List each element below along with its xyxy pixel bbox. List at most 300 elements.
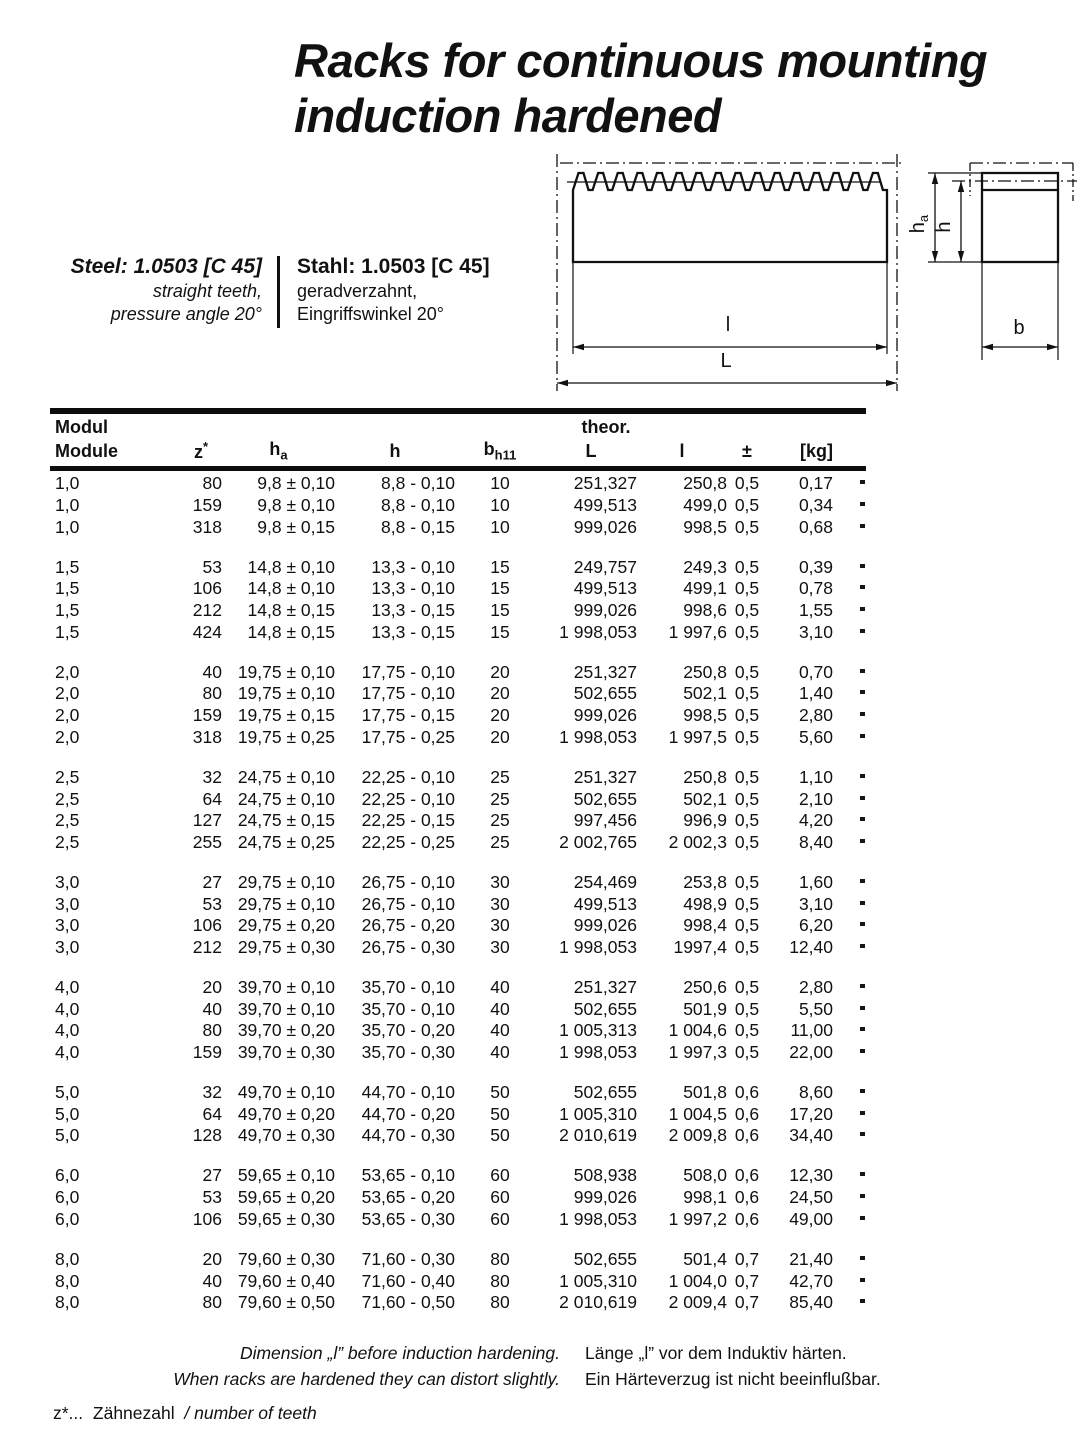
row-end-mark xyxy=(833,622,866,643)
table-rule-top xyxy=(50,408,866,414)
cell-module: 6,0 xyxy=(55,1187,80,1208)
row-end-tick-icon xyxy=(860,1172,865,1176)
cell-L: 251,327 xyxy=(573,473,637,494)
cell-l: 996,9 xyxy=(683,810,727,831)
cell-tolerance: 0,5 xyxy=(734,831,760,852)
row-end-tick-icon xyxy=(860,901,865,905)
table-row xyxy=(50,1249,866,1271)
cell-L: 1 998,053 xyxy=(559,1208,637,1229)
cell-h: 26,75 - 0,10 xyxy=(361,871,455,892)
cell-module: 8,0 xyxy=(55,1270,80,1291)
note-en xyxy=(100,1341,560,1392)
cell-tolerance: 0,5 xyxy=(734,621,760,642)
cell-h: 35,70 - 0,10 xyxy=(361,976,455,997)
cell-ha: 9,8 ± 0,15 xyxy=(257,516,335,537)
cell-z: 212 xyxy=(192,600,222,621)
cell-module: 6,0 xyxy=(55,1165,80,1186)
cell-L: 1 998,053 xyxy=(559,936,637,957)
row-end-mark xyxy=(833,1125,866,1146)
cell-z: 40 xyxy=(202,1270,222,1291)
cell-z: 106 xyxy=(192,1208,222,1229)
cell-module: 4,0 xyxy=(55,1020,80,1041)
cell-h: 44,70 - 0,20 xyxy=(361,1103,455,1124)
cell-b: 10 xyxy=(490,516,510,537)
cell-b: 25 xyxy=(490,831,510,852)
cell-ha: 14,8 ± 0,10 xyxy=(247,556,335,577)
cell-h: 53,65 - 0,20 xyxy=(361,1187,455,1208)
cell-tolerance: 0,5 xyxy=(734,976,760,997)
table-group xyxy=(50,556,866,643)
cell-h: 26,75 - 0,10 xyxy=(361,893,455,914)
cell-L: 502,655 xyxy=(573,1248,637,1269)
table-row xyxy=(50,683,866,705)
cell-kg: 1,10 xyxy=(798,766,833,787)
table-row xyxy=(50,495,866,517)
table-group xyxy=(50,977,866,1064)
cell-L: 499,513 xyxy=(573,893,637,914)
cell-l: 250,8 xyxy=(683,473,727,494)
header-module: Module xyxy=(55,440,118,461)
footnote-en: number of teeth xyxy=(194,1403,317,1423)
arrowhead-b-right xyxy=(1047,344,1058,350)
row-end-mark xyxy=(833,705,866,726)
row-end-mark xyxy=(833,1209,866,1230)
row-end-tick-icon xyxy=(860,1216,865,1220)
cell-z: 53 xyxy=(202,893,222,914)
cell-z: 255 xyxy=(192,831,222,852)
cell-kg: 5,60 xyxy=(798,726,833,747)
cell-ha: 39,70 ± 0,10 xyxy=(237,998,335,1019)
cell-h: 8,8 - 0,10 xyxy=(381,494,455,515)
table-row xyxy=(50,1082,866,1104)
cell-l: 1 997,5 xyxy=(668,726,727,747)
row-end-mark xyxy=(833,937,866,958)
cell-b: 30 xyxy=(490,871,510,892)
cell-b: 30 xyxy=(490,893,510,914)
table-row xyxy=(50,1125,866,1147)
cell-h: 26,75 - 0,30 xyxy=(361,936,455,957)
cell-L: 999,026 xyxy=(573,516,637,537)
cell-tolerance: 0,6 xyxy=(734,1208,760,1229)
note-de xyxy=(585,1341,1025,1392)
row-end-mark xyxy=(833,1249,866,1270)
cell-ha: 24,75 ± 0,10 xyxy=(237,766,335,787)
cell-kg: 24,50 xyxy=(789,1187,833,1208)
cell-h: 17,75 - 0,10 xyxy=(361,683,455,704)
cell-ha: 29,75 ± 0,10 xyxy=(237,893,335,914)
cell-ha: 39,70 ± 0,20 xyxy=(237,1020,335,1041)
cell-tolerance: 0,5 xyxy=(734,516,760,537)
cell-tolerance: 0,5 xyxy=(734,788,760,809)
cell-ha: 39,70 ± 0,30 xyxy=(237,1041,335,1062)
cell-kg: 2,80 xyxy=(798,705,833,726)
cell-kg: 34,40 xyxy=(789,1125,833,1146)
material-line2-de: Eingriffswinkel 20° xyxy=(297,304,444,324)
cell-ha: 14,8 ± 0,15 xyxy=(247,600,335,621)
row-end-mark xyxy=(833,1020,866,1041)
page-title-line1: Racks for continuous mounting xyxy=(294,34,988,87)
cell-h: 44,70 - 0,10 xyxy=(361,1082,455,1103)
cell-h: 22,25 - 0,10 xyxy=(361,788,455,809)
row-end-tick-icon xyxy=(860,734,865,738)
cell-module: 4,0 xyxy=(55,998,80,1019)
cell-module: 2,5 xyxy=(55,788,80,809)
cell-l: 249,3 xyxy=(683,556,727,577)
cell-l: 1 004,0 xyxy=(668,1270,727,1291)
cell-tolerance: 0,5 xyxy=(734,494,760,515)
cell-l: 1 004,6 xyxy=(668,1020,727,1041)
cell-tolerance: 0,5 xyxy=(734,473,760,494)
cell-h: 35,70 - 0,30 xyxy=(361,1041,455,1062)
cell-tolerance: 0,5 xyxy=(734,661,760,682)
row-end-mark xyxy=(833,915,866,936)
table-row xyxy=(50,1103,866,1125)
row-end-mark xyxy=(833,832,866,853)
rack-end-view-outline xyxy=(982,173,1058,262)
cell-l: 502,1 xyxy=(683,788,727,809)
cell-z: 53 xyxy=(202,1187,222,1208)
cell-tolerance: 0,5 xyxy=(734,1020,760,1041)
header-z: z* xyxy=(193,439,208,462)
cell-z: 128 xyxy=(192,1125,222,1146)
arrowhead-l-left xyxy=(573,344,584,350)
table-group xyxy=(50,661,866,748)
arrowhead-L-right xyxy=(886,380,897,386)
cell-b: 30 xyxy=(490,936,510,957)
cell-tolerance: 0,5 xyxy=(734,726,760,747)
material-line2-en: pressure angle 20° xyxy=(110,304,262,324)
cell-b: 10 xyxy=(490,473,510,494)
material-heading-en: Steel: 1.0503 [C 45] xyxy=(70,255,262,278)
cell-z: 80 xyxy=(202,1292,222,1313)
header-ha: $h_a$ xyxy=(269,439,288,463)
cell-z: 159 xyxy=(192,1041,222,1062)
cell-l: 2 009,4 xyxy=(668,1292,727,1313)
header-h: h xyxy=(389,440,401,461)
table-row xyxy=(50,1270,866,1292)
cell-b: 15 xyxy=(490,578,510,599)
cell-L: 2 010,619 xyxy=(559,1292,637,1313)
cell-z: 80 xyxy=(202,1020,222,1041)
cell-h: 13,3 - 0,15 xyxy=(371,621,455,642)
cell-b: 25 xyxy=(490,788,510,809)
cell-b: 40 xyxy=(490,998,510,1019)
cell-z: 318 xyxy=(192,726,222,747)
row-end-tick-icon xyxy=(860,607,865,611)
cell-l: 501,9 xyxy=(683,998,727,1019)
row-end-tick-icon xyxy=(860,879,865,883)
row-end-tick-icon xyxy=(860,712,865,716)
cell-l: 998,4 xyxy=(683,915,727,936)
row-end-tick-icon xyxy=(860,1027,865,1031)
dimension-label-b: b xyxy=(1013,317,1025,339)
cell-h: 71,60 - 0,50 xyxy=(361,1292,455,1313)
page-title-line2: induction hardened xyxy=(294,89,722,142)
table-row xyxy=(50,661,866,683)
cell-h: 13,3 - 0,10 xyxy=(371,556,455,577)
note-de-line1: Länge „l” vor dem Induktiv härten. xyxy=(585,1343,847,1363)
cell-h: 35,70 - 0,20 xyxy=(361,1020,455,1041)
cell-b: 60 xyxy=(490,1208,510,1229)
cell-h: 71,60 - 0,40 xyxy=(361,1270,455,1291)
cell-h: 8,8 - 0,15 xyxy=(381,516,455,537)
cell-ha: 49,70 ± 0,10 xyxy=(237,1082,335,1103)
row-end-mark xyxy=(833,517,866,538)
table-row xyxy=(50,1042,866,1064)
cell-b: 25 xyxy=(490,766,510,787)
row-end-mark xyxy=(833,1187,866,1208)
table-row xyxy=(50,1020,866,1042)
cell-z: 53 xyxy=(202,556,222,577)
row-end-tick-icon xyxy=(860,922,865,926)
row-end-mark xyxy=(833,999,866,1020)
row-end-mark xyxy=(833,495,866,516)
cell-module: 1,5 xyxy=(55,621,80,642)
row-end-mark xyxy=(833,894,866,915)
cell-kg: 0,34 xyxy=(798,494,833,515)
cell-L: 251,327 xyxy=(573,976,637,997)
cell-l: 1 997,6 xyxy=(668,621,727,642)
cell-ha: 39,70 ± 0,10 xyxy=(237,976,335,997)
cell-ha: 19,75 ± 0,10 xyxy=(237,683,335,704)
cell-b: 40 xyxy=(490,1020,510,1041)
header-L: L xyxy=(585,440,597,461)
cell-z: 20 xyxy=(202,1248,222,1269)
dimension-label-h: h xyxy=(933,221,955,233)
table-header-row1 xyxy=(50,415,866,439)
cell-L: 997,456 xyxy=(573,810,637,831)
row-end-tick-icon xyxy=(860,1089,865,1093)
cell-L: 499,513 xyxy=(573,494,637,515)
cell-ha: 29,75 ± 0,30 xyxy=(237,936,335,957)
cell-L: 999,026 xyxy=(573,1187,637,1208)
cell-b: 15 xyxy=(490,600,510,621)
cell-l: 499,0 xyxy=(683,494,727,515)
cell-z: 32 xyxy=(202,766,222,787)
row-end-mark xyxy=(833,810,866,831)
cell-h: 8,8 - 0,10 xyxy=(381,473,455,494)
table-row xyxy=(50,788,866,810)
cell-L: 251,327 xyxy=(573,766,637,787)
cell-ha: 79,60 ± 0,40 xyxy=(237,1270,335,1291)
cell-module: 3,0 xyxy=(55,893,80,914)
table-group xyxy=(50,473,866,538)
cell-z: 20 xyxy=(202,976,222,997)
cell-h: 22,25 - 0,10 xyxy=(361,766,455,787)
row-end-tick-icon xyxy=(860,839,865,843)
cell-h: 22,25 - 0,15 xyxy=(361,810,455,831)
cell-b: 40 xyxy=(490,976,510,997)
cell-ha: 14,8 ± 0,10 xyxy=(247,578,335,599)
cell-l: 501,4 xyxy=(683,1248,727,1269)
cell-kg: 21,40 xyxy=(789,1248,833,1269)
cell-L: 1 998,053 xyxy=(559,1041,637,1062)
cell-kg: 0,39 xyxy=(798,556,833,577)
cell-b: 20 xyxy=(490,683,510,704)
cell-module: 2,0 xyxy=(55,683,80,704)
material-line1-en: straight teeth, xyxy=(152,281,262,301)
cell-l: 1 004,5 xyxy=(668,1103,727,1124)
row-end-tick-icon xyxy=(860,817,865,821)
cell-kg: 1,60 xyxy=(798,871,833,892)
cell-L: 999,026 xyxy=(573,915,637,936)
cell-tolerance: 0,5 xyxy=(734,871,760,892)
cell-kg: 22,00 xyxy=(789,1041,833,1062)
arrowhead-h-top xyxy=(958,181,964,192)
cell-L: 1 005,310 xyxy=(559,1103,637,1124)
cell-ha: 19,75 ± 0,10 xyxy=(237,661,335,682)
cell-z: 424 xyxy=(192,621,222,642)
cell-l: 998,1 xyxy=(683,1187,727,1208)
row-end-tick-icon xyxy=(860,1299,865,1303)
cell-z: 127 xyxy=(192,810,222,831)
table-header-row2 xyxy=(50,439,866,463)
table-row xyxy=(50,600,866,622)
cell-L: 1 998,053 xyxy=(559,726,637,747)
row-end-tick-icon xyxy=(860,629,865,633)
cell-ha: 79,60 ± 0,50 xyxy=(237,1292,335,1313)
cell-kg: 49,00 xyxy=(789,1208,833,1229)
cell-h: 13,3 - 0,10 xyxy=(371,578,455,599)
table-row xyxy=(50,915,866,937)
cell-z: 80 xyxy=(202,683,222,704)
table-row xyxy=(50,872,866,894)
cell-kg: 0,17 xyxy=(798,473,833,494)
cell-l: 998,6 xyxy=(683,600,727,621)
footnote-separator: / xyxy=(184,1403,190,1423)
dimension-label-ha: $h_a$ xyxy=(907,214,931,234)
cell-b: 40 xyxy=(490,1041,510,1062)
header-l: l xyxy=(679,440,685,461)
cell-tolerance: 0,5 xyxy=(734,556,760,577)
cell-z: 40 xyxy=(202,998,222,1019)
header-modul: Modul xyxy=(55,416,108,437)
cell-ha: 19,75 ± 0,15 xyxy=(237,705,335,726)
row-end-mark xyxy=(833,1271,866,1292)
arrowhead-b-left xyxy=(982,344,993,350)
cell-z: 106 xyxy=(192,915,222,936)
table-row xyxy=(50,767,866,789)
table-row xyxy=(50,473,866,495)
row-end-tick-icon xyxy=(860,564,865,568)
note-en-line2: When racks are hardened they can distort slightly. xyxy=(173,1368,560,1389)
cell-ha: 59,65 ± 0,10 xyxy=(237,1165,335,1186)
cell-L: 1 998,053 xyxy=(559,621,637,642)
table-row xyxy=(50,726,866,748)
row-end-mark xyxy=(833,1082,866,1103)
cell-kg: 4,20 xyxy=(798,810,833,831)
cell-ha: 29,75 ± 0,10 xyxy=(237,871,335,892)
cell-z: 64 xyxy=(202,788,222,809)
table-body xyxy=(50,473,866,1332)
cell-tolerance: 0,6 xyxy=(734,1125,760,1146)
cell-module: 4,0 xyxy=(55,976,80,997)
cell-z: 40 xyxy=(202,661,222,682)
table-row xyxy=(50,1208,866,1230)
cell-b: 25 xyxy=(490,810,510,831)
cell-tolerance: 0,5 xyxy=(734,1041,760,1062)
footnote-symbol: z*... xyxy=(53,1403,84,1423)
header-theor: theor. xyxy=(581,416,631,437)
cell-ha: 24,75 ± 0,15 xyxy=(237,810,335,831)
row-end-tick-icon xyxy=(860,774,865,778)
cell-l: 998,5 xyxy=(683,516,727,537)
cell-l: 250,8 xyxy=(683,661,727,682)
cell-b: 60 xyxy=(490,1187,510,1208)
cell-module: 2,0 xyxy=(55,726,80,747)
cell-kg: 0,68 xyxy=(798,516,833,537)
note-en-line1: Dimension „l” before induction hardening. xyxy=(239,1343,560,1363)
cell-ha: 79,60 ± 0,30 xyxy=(237,1248,335,1269)
cell-ha: 29,75 ± 0,20 xyxy=(237,915,335,936)
cell-module: 2,0 xyxy=(55,705,80,726)
cell-z: 27 xyxy=(202,1165,222,1186)
cell-module: 2,0 xyxy=(55,661,80,682)
cell-ha: 49,70 ± 0,20 xyxy=(237,1103,335,1124)
cell-module: 4,0 xyxy=(55,1041,80,1062)
cell-l: 499,1 xyxy=(683,578,727,599)
arrowhead-l-right xyxy=(876,344,887,350)
cell-tolerance: 0,5 xyxy=(734,766,760,787)
dimension-label-L: L xyxy=(720,350,732,372)
row-end-tick-icon xyxy=(860,480,865,484)
cell-module: 6,0 xyxy=(55,1208,80,1229)
cell-h: 53,65 - 0,30 xyxy=(361,1208,455,1229)
cell-tolerance: 0,5 xyxy=(734,915,760,936)
cell-b: 60 xyxy=(490,1165,510,1186)
cell-kg: 0,70 xyxy=(798,661,833,682)
table-row xyxy=(50,893,866,915)
cell-module: 8,0 xyxy=(55,1292,80,1313)
row-end-mark xyxy=(833,578,866,599)
header-bh11: $b_{h11}$ xyxy=(483,439,517,463)
cell-L: 251,327 xyxy=(573,661,637,682)
table-row xyxy=(50,556,866,578)
cell-z: 27 xyxy=(202,871,222,892)
cell-L: 502,655 xyxy=(573,1082,637,1103)
technical-drawing xyxy=(540,148,1083,400)
page-title xyxy=(294,33,987,143)
cell-ha: 19,75 ± 0,25 xyxy=(237,726,335,747)
cell-tolerance: 0,5 xyxy=(734,936,760,957)
cell-kg: 12,30 xyxy=(789,1165,833,1186)
row-end-tick-icon xyxy=(860,1278,865,1282)
cell-tolerance: 0,6 xyxy=(734,1082,760,1103)
cell-z: 212 xyxy=(192,936,222,957)
material-block-de xyxy=(297,253,537,326)
cell-b: 80 xyxy=(490,1292,510,1313)
cell-l: 498,9 xyxy=(683,893,727,914)
cell-module: 1,5 xyxy=(55,556,80,577)
cell-L: 999,026 xyxy=(573,705,637,726)
cell-L: 502,655 xyxy=(573,998,637,1019)
cell-z: 64 xyxy=(202,1103,222,1124)
cell-kg: 2,10 xyxy=(798,788,833,809)
cell-L: 2 010,619 xyxy=(559,1125,637,1146)
row-end-mark xyxy=(833,1042,866,1063)
cell-module: 3,0 xyxy=(55,936,80,957)
cell-z: 106 xyxy=(192,578,222,599)
table-row xyxy=(50,621,866,643)
cell-L: 249,757 xyxy=(573,556,637,577)
table-group xyxy=(50,1082,866,1147)
cell-tolerance: 0,7 xyxy=(734,1270,760,1291)
row-end-mark xyxy=(833,1292,866,1313)
cell-b: 20 xyxy=(490,705,510,726)
cell-l: 250,8 xyxy=(683,766,727,787)
cell-z: 318 xyxy=(192,516,222,537)
table-row xyxy=(50,1292,866,1314)
